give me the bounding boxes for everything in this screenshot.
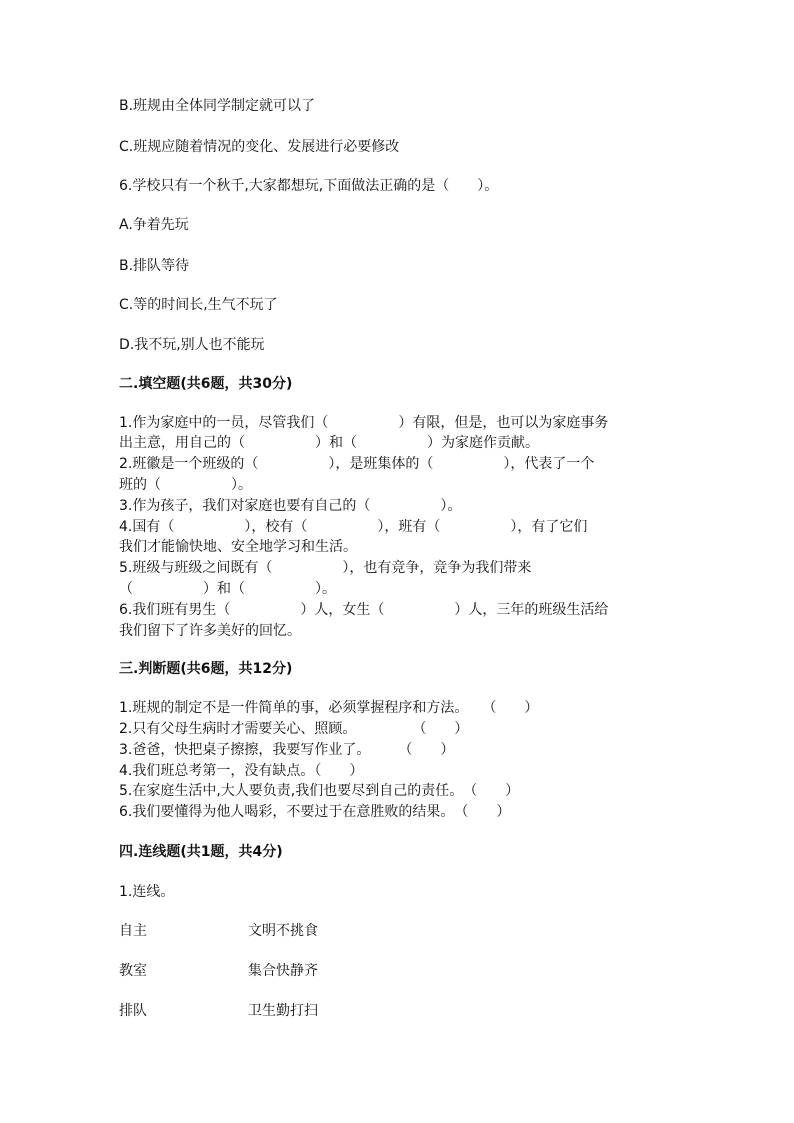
judge-line: 4.我们班总考第一，没有缺点。（ ）	[119, 763, 364, 779]
fill-heading: 二.填空题(共6题，共30分)	[119, 376, 293, 392]
fill-line: 出主意，用自己的（ ）和（ ）为家庭作贡献。	[119, 435, 539, 451]
match-right-item[interactable]: 文明不挑食	[248, 923, 318, 939]
q6-option-b: B.排队等待	[119, 258, 190, 274]
fill-line: 4.国有（ ），校有（ ），班有（ ），有了它们	[119, 519, 588, 535]
judge-line: 3.爸爸，快把桌子擦擦，我要写作业了。 （ ）	[119, 742, 455, 758]
fill-line: 6.我们班有男生（ ）人，女生（ ）人，三年的班级生活给	[119, 602, 609, 618]
q6-option-c: C.等的时间长,生气不玩了	[119, 297, 278, 313]
q6-option-d: D.我不玩,别人也不能玩	[119, 337, 265, 353]
match-right-item[interactable]: 卫生勤打扫	[248, 1003, 318, 1019]
fill-line: （ ）和（ ）。	[119, 581, 336, 597]
q6-option-a: A.争着先玩	[119, 217, 189, 233]
match-left-item[interactable]: 排队	[119, 1003, 147, 1019]
q6-question: 6.学校只有一个秋千,大家都想玩,下面做法正确的是（ ）。	[119, 178, 499, 194]
judge-line: 1.班规的制定不是一件简单的事，必须掌握程序和方法。 （ ）	[119, 700, 539, 716]
match-instruction: 1.连线。	[119, 884, 175, 900]
match-heading: 四.连线题(共1题，共4分)	[119, 844, 283, 860]
judge-line: 6.我们要懂得为他人喝彩，不要过于在意胜败的结果。 （ ）	[119, 804, 511, 820]
match-left-item[interactable]: 自主	[119, 923, 147, 939]
q-option-b: B.班规由全体同学制定就可以了	[119, 98, 316, 114]
fill-line: 1.作为家庭中的一员，尽管我们（ ）有限，但是，也可以为家庭事务	[119, 415, 609, 431]
fill-line: 3.作为孩子，我们对家庭也要有自己的（ ）。	[119, 498, 462, 514]
fill-line: 我们才能愉快地、安全地学习和生活。	[119, 539, 357, 555]
judge-line: 5.在家庭生活中,大人要负责,我们也要尽到自己的责任。 （ ）	[119, 783, 520, 799]
q-option-c: C.班规应随着情况的变化、发展进行必要修改	[119, 139, 400, 155]
judge-heading: 三.判断题(共6题，共12分)	[119, 661, 293, 677]
fill-line: 5.班级与班级之间既有（ ），也有竞争，竞争为我们带来	[119, 560, 532, 576]
match-left-item[interactable]: 教室	[119, 963, 147, 979]
judge-line: 2.只有父母生病时才需要关心、照顾。 （ ）	[119, 721, 469, 737]
fill-line: 2.班徽是一个班级的（ ），是班集体的（ ），代表了一个	[119, 456, 595, 472]
fill-line: 班的（ ）。	[119, 477, 252, 493]
fill-line: 我们留下了许多美好的回忆。	[119, 623, 301, 639]
match-right-item[interactable]: 集合快静齐	[248, 963, 318, 979]
